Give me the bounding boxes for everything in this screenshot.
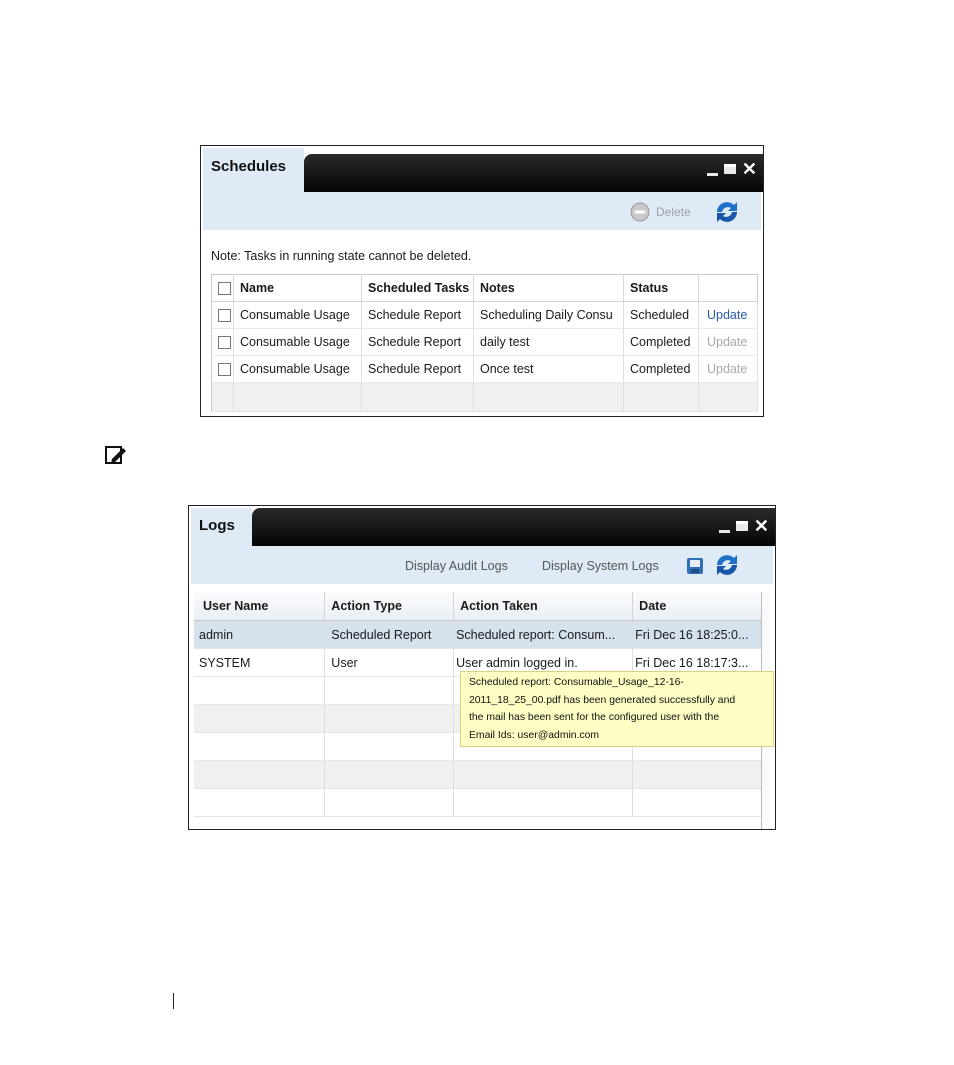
cell-notes: Once test bbox=[474, 356, 624, 383]
cell-user: admin bbox=[194, 621, 325, 649]
table-row[interactable] bbox=[194, 621, 762, 649]
delete-label: Delete bbox=[656, 205, 691, 219]
logs-dark-bar bbox=[252, 508, 775, 546]
cell-user: SYSTEM bbox=[194, 649, 325, 677]
table-row[interactable] bbox=[212, 329, 758, 356]
row-checkbox[interactable] bbox=[212, 356, 234, 383]
action-taken-tooltip bbox=[460, 671, 774, 747]
cell-status: Scheduled bbox=[624, 302, 699, 329]
cell-type: User bbox=[325, 649, 454, 677]
schedules-window bbox=[200, 145, 764, 417]
cell-date: Fri Dec 16 18:25:0... bbox=[633, 621, 762, 649]
cell-type: Scheduled Report bbox=[325, 621, 454, 649]
save-log-icon[interactable] bbox=[686, 557, 704, 575]
column-header[interactable]: Date bbox=[633, 592, 762, 621]
tooltip-line: 2011_18_25_00.pdf has been generated successfully and bbox=[469, 694, 736, 706]
schedules-tab[interactable]: Schedules bbox=[203, 148, 304, 192]
column-header[interactable]: Action Taken bbox=[454, 592, 633, 621]
table-row-empty bbox=[212, 383, 758, 412]
display-audit-logs-link[interactable]: Display Audit Logs bbox=[405, 559, 508, 573]
schedules-toolbar bbox=[203, 192, 761, 230]
tooltip-line: the mail has been sent for the configured user with the bbox=[469, 712, 720, 723]
column-header[interactable]: User Name bbox=[194, 592, 325, 621]
minimize-icon[interactable] bbox=[719, 530, 730, 533]
schedules-window-controls bbox=[707, 160, 757, 178]
logs-window bbox=[188, 505, 776, 830]
update-link: Update bbox=[699, 329, 758, 356]
refresh-icon[interactable] bbox=[713, 199, 741, 225]
column-header[interactable]: Scheduled Tasks bbox=[362, 275, 474, 302]
cell-name: Consumable Usage bbox=[234, 302, 362, 329]
logs-tab[interactable]: Logs bbox=[191, 508, 252, 552]
delete-button[interactable] bbox=[630, 202, 691, 222]
table-row[interactable] bbox=[212, 356, 758, 383]
row-checkbox[interactable] bbox=[212, 302, 234, 329]
cell-name: Consumable Usage bbox=[234, 329, 362, 356]
tooltip-line: Email Ids: user@admin.com bbox=[469, 729, 600, 741]
tooltip-line: Scheduled report: Consumable_Usage_12-16- bbox=[469, 677, 684, 688]
minimize-icon[interactable] bbox=[707, 173, 718, 176]
cell-date: Fri Dec 16 18:17:3... bbox=[633, 649, 762, 677]
table-row[interactable] bbox=[212, 302, 758, 329]
table-row-empty bbox=[194, 789, 762, 817]
schedules-dark-bar bbox=[304, 154, 763, 192]
maximize-icon[interactable] bbox=[736, 521, 748, 531]
update-link[interactable]: Update bbox=[699, 302, 758, 329]
delete-icon bbox=[630, 202, 650, 222]
logs-toolbar bbox=[191, 546, 773, 584]
cell-name: Consumable Usage bbox=[234, 356, 362, 383]
column-header[interactable]: Name bbox=[234, 275, 362, 302]
note-pencil-icon bbox=[105, 445, 127, 465]
cell-task: Schedule Report bbox=[362, 356, 474, 383]
close-icon[interactable]: ✕ bbox=[753, 516, 769, 536]
row-checkbox[interactable] bbox=[212, 329, 234, 356]
cell-notes: Scheduling Daily Consu bbox=[474, 302, 624, 329]
maximize-icon[interactable] bbox=[724, 164, 736, 174]
column-header[interactable]: Notes bbox=[474, 275, 624, 302]
cell-notes: daily test bbox=[474, 329, 624, 356]
cell-status: Completed bbox=[624, 356, 699, 383]
schedules-table bbox=[211, 274, 758, 412]
update-link: Update bbox=[699, 356, 758, 383]
cell-taken: Scheduled report: Consum... bbox=[454, 621, 633, 649]
logs-window-controls bbox=[719, 517, 769, 535]
display-system-logs-link[interactable]: Display System Logs bbox=[542, 559, 659, 573]
column-header bbox=[699, 275, 758, 302]
cell-task: Schedule Report bbox=[362, 329, 474, 356]
column-header[interactable]: Status bbox=[624, 275, 699, 302]
cell-status: Completed bbox=[624, 329, 699, 356]
close-icon[interactable]: ✕ bbox=[741, 159, 757, 179]
table-row-empty bbox=[194, 761, 762, 789]
select-all-checkbox[interactable] bbox=[212, 275, 234, 302]
schedules-note: Note: Tasks in running state cannot be deleted. bbox=[211, 249, 472, 263]
cell-taken: User admin logged in. bbox=[454, 649, 633, 677]
table-header bbox=[212, 275, 758, 302]
column-header[interactable]: Action Type bbox=[325, 592, 454, 621]
refresh-icon[interactable] bbox=[713, 552, 741, 578]
page-margin-rule bbox=[173, 993, 174, 1009]
table-header bbox=[194, 592, 762, 621]
cell-task: Schedule Report bbox=[362, 302, 474, 329]
schedules-title-bar bbox=[201, 146, 763, 192]
